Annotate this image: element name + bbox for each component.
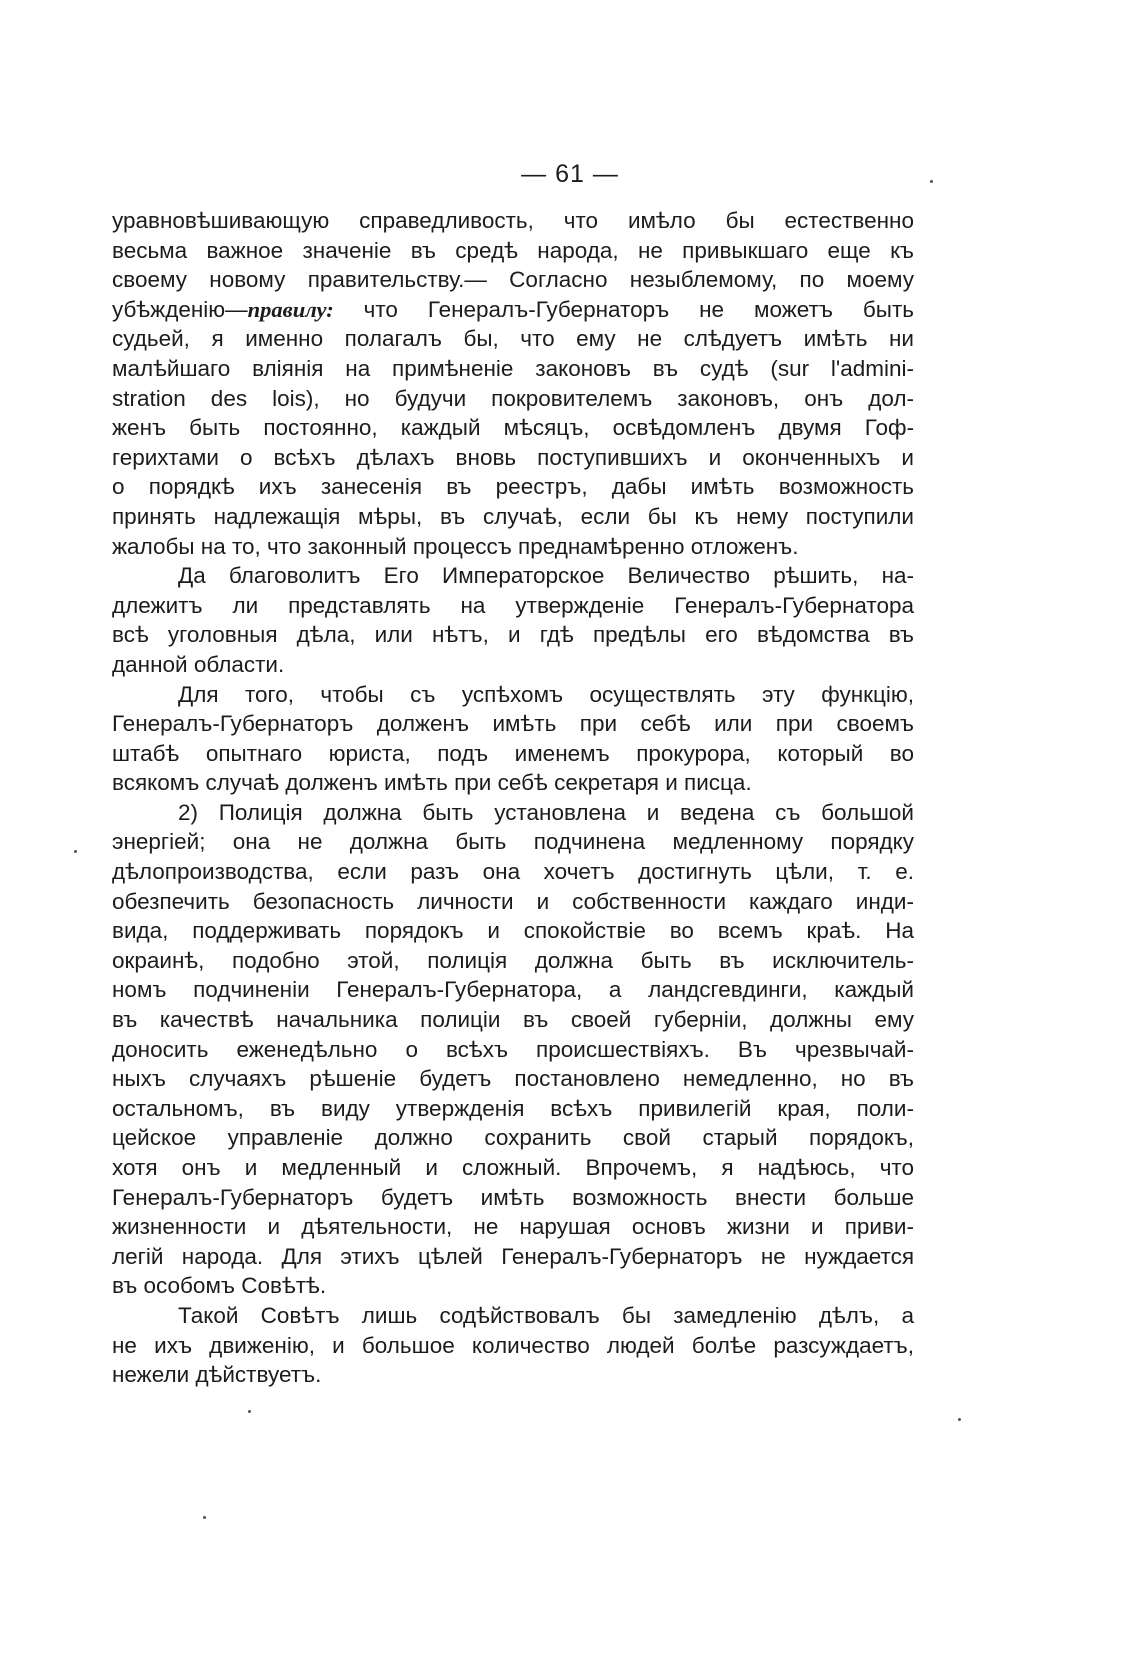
text-line: цейское управленiе должно сохранить свой старый порядокъ,	[112, 1125, 914, 1151]
text-line: уравновѣшивающую справедливость, что имѣло бы естественно	[112, 208, 914, 233]
text-line: доносить еженедѣльно о всѣхъ происшествiяхъ. Въ чрезвычай-	[112, 1036, 914, 1062]
text-line: остальномъ, въ виду утвержденiя всѣхъ привилегiй края, поли-	[112, 1095, 914, 1121]
text-line: энергiей; она не должна быть подчинена медленному порядку	[112, 829, 914, 855]
text-line: номъ подчиненiи Генералъ-Губернатора, а ландсгевдинги, каждый	[112, 977, 914, 1003]
paragraph-2	[112, 561, 914, 679]
text-line: данной области.	[112, 651, 285, 677]
paragraph-3	[112, 680, 914, 798]
text-line: судьей, я именно полагалъ бы, что ему не слѣдуетъ имѣть ни	[112, 326, 914, 352]
text-fragment: убѣжденiю—	[112, 296, 248, 322]
text-line: о порядкѣ ихъ занесенiя въ реестръ, дабы имѣть возможность	[112, 474, 914, 500]
text-line: жалобы на то, что законный процессъ преднамѣренно отложенъ.	[112, 533, 799, 559]
body-text	[112, 206, 914, 1390]
scan-speck	[248, 1410, 251, 1413]
text-line: жизненности и дѣятельности, не нарушая основъ жизни и приви-	[112, 1214, 914, 1240]
paragraph-4	[112, 798, 914, 1301]
text-line: окраинѣ, подобно этой, полицiя должна быть въ исключитель-	[112, 947, 914, 973]
text-line: своему новому правительству.— Согласно незыблемому, по моему	[112, 267, 914, 293]
page-number: — 61 —	[521, 160, 619, 188]
scan-speck	[74, 850, 77, 853]
text-line: длежитъ ли представлять на утвержденiе Генералъ-Губернатора	[112, 592, 914, 618]
text-line: штабѣ опытнаго юриста, подъ именемъ прокурора, который во	[112, 740, 914, 766]
text-line: Для того, чтобы съ успѣхомъ осуществлять эту функцiю,	[178, 681, 914, 707]
text-line: Такой Совѣтъ лишь содѣйствовалъ бы замедленiю дѣлъ, а	[178, 1302, 914, 1328]
text-line: не ихъ движенiю, и большое количество людей болѣе разсуждаетъ,	[112, 1332, 914, 1358]
scan-speck	[930, 180, 933, 183]
text-line: всякомъ случаѣ долженъ имѣть при себѣ секретаря и писца.	[112, 770, 752, 796]
text-line: Генералъ-Губернаторъ будетъ имѣть возможность внести больше	[112, 1184, 914, 1210]
text-fragment: что Генералъ-Губернаторъ не можетъ быть	[333, 296, 914, 322]
text-line: принять надлежащiя мѣры, въ случаѣ, если бы къ нему поступили	[112, 503, 914, 529]
text-line: обезпечить безопасность личности и собственности каждаго инди-	[112, 888, 914, 914]
text-line: весьма важное значенiе въ средѣ народа, не привыкшаго еще къ	[112, 237, 914, 263]
scan-speck	[203, 1516, 206, 1519]
text-line: нежели дѣйствуетъ.	[112, 1362, 322, 1388]
text-line: въ качествѣ начальника полицiи въ своей губернiи, должны ему	[112, 1007, 914, 1033]
text-line: вида, поддерживать порядокъ и спокойствiе во всемъ краѣ. На	[112, 918, 914, 944]
text-line: въ особомъ Совѣтѣ.	[112, 1273, 327, 1299]
emphasized-word: правилу:	[247, 296, 334, 322]
text-line-with-emphasis	[112, 295, 914, 325]
text-line: всѣ уголовныя дѣла, или нѣтъ, и гдѣ предѣлы его вѣдомства въ	[112, 622, 914, 648]
scan-speck	[958, 1418, 961, 1421]
text-line: женъ быть постоянно, каждый мѣсяцъ, освѣдомленъ двумя Гоф-	[112, 415, 914, 441]
paragraph-1	[112, 206, 914, 561]
text-line: герихтами о всѣхъ дѣлахъ вновь поступившихъ и оконченныхъ и	[112, 444, 914, 470]
paragraph-5	[112, 1301, 914, 1390]
text-line: малѣйшаго влiянiя на примѣненiе законовъ въ судѣ (sur l'admini-	[112, 355, 914, 381]
text-line: stration des lois), но будучи покровителемъ законовъ, онъ дол-	[112, 385, 914, 411]
text-line: Да благоволитъ Его Императорское Величество рѣшить, на-	[178, 563, 914, 589]
text-line: 2) Полицiя должна быть установлена и ведена съ большой	[178, 799, 914, 825]
text-line: Генералъ-Губернаторъ долженъ имѣть при себѣ или при своемъ	[112, 711, 914, 737]
text-line: хотя онъ и медленный и сложный. Впрочемъ, я надѣюсь, что	[112, 1155, 914, 1180]
text-line: дѣлопроизводства, если разъ она хочетъ достигнуть цѣли, т. е.	[112, 859, 914, 885]
text-line: легiй народа. Для этихъ цѣлей Генералъ-Губернаторъ не нуждается	[112, 1243, 914, 1269]
text-line: ныхъ случаяхъ рѣшенiе будетъ постановлено немедленно, но въ	[112, 1066, 914, 1092]
